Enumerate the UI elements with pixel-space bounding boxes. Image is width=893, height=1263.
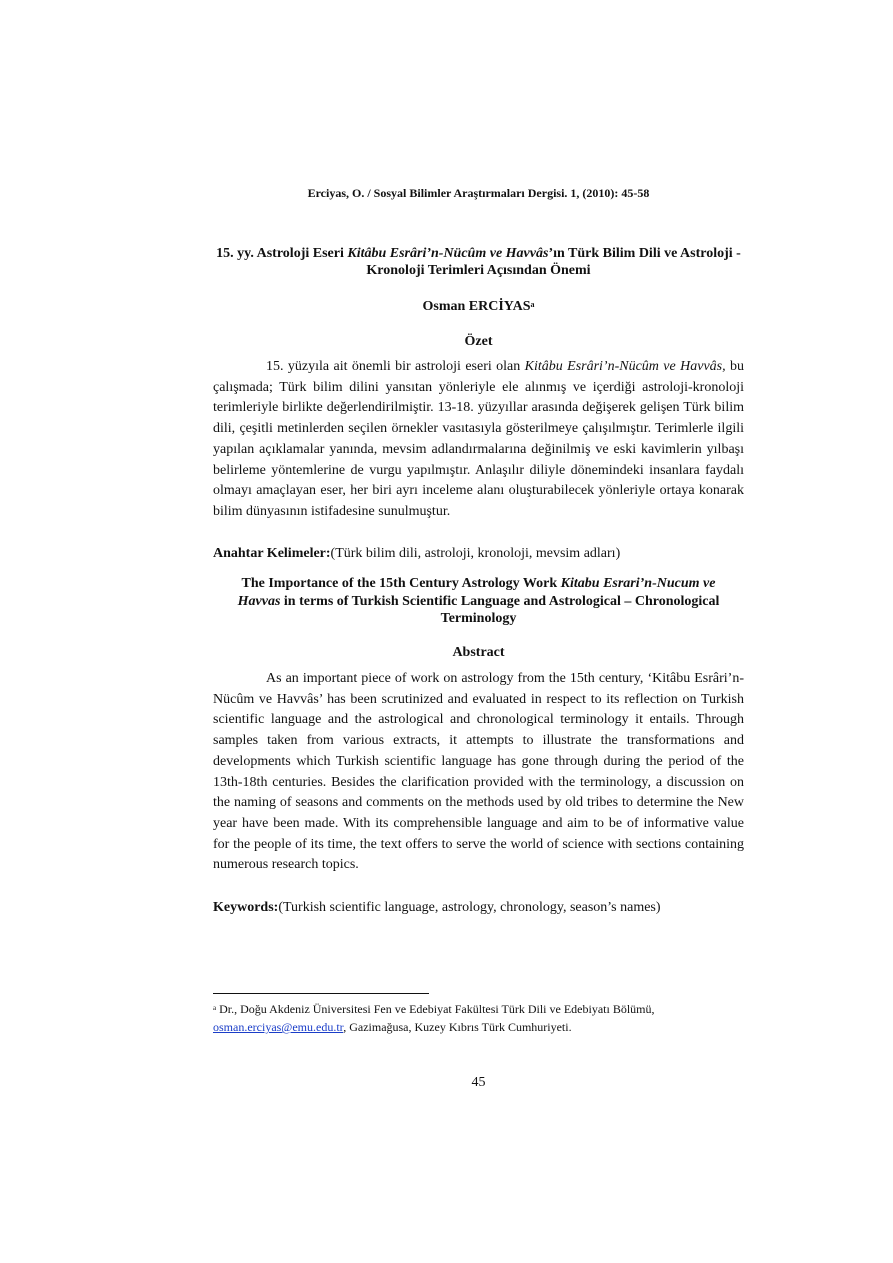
author-name: Osman ERCİYAS xyxy=(422,299,531,314)
anahtar-kelimeler-label: Anahtar Kelimeler: xyxy=(213,546,331,561)
title-tr-part1: 15. yy. Astroloji Eseri xyxy=(216,246,348,261)
title-en-work-name-1: Kitabu Esrari’n-Nucum ve xyxy=(560,576,716,591)
anahtar-kelimeler-value: (Türk bilim dili, astroloji, kronoloji, mevsim adları) xyxy=(330,546,621,561)
title-en-work-name-2: Havvas xyxy=(237,593,281,609)
author-email-link[interactable]: osman.erciyas@emu.edu.tr xyxy=(213,1020,344,1034)
keywords-value: (Turkish scientific language, astrology, chronology, season’s names) xyxy=(278,900,661,915)
keywords-label: Keywords: xyxy=(213,900,279,915)
footnote-mark: a xyxy=(213,1004,217,1012)
footnote-location: , Gazimağusa, Kuzey Kıbrıs Türk Cumhuriyeti. xyxy=(343,1020,572,1034)
footnote-divider xyxy=(213,993,429,994)
paper-title-en xyxy=(213,575,744,628)
footnote-affiliation: Dr., Doğu Akdeniz Üniversitesi Fen ve Edebiyat Fakültesi Türk Dili ve Edebiyatı Bölümü, xyxy=(216,1002,655,1016)
anahtar-kelimeler xyxy=(213,544,744,564)
paper-title-tr xyxy=(213,245,744,279)
title-en-part1: The Importance of the 15th Century Astrology Work xyxy=(241,576,561,591)
author-line xyxy=(213,298,744,315)
abstract-paragraph: As an important piece of work on astrology from the 15th century, ‘Kitâbu Esrâri’n-Nücûm ve Havvâs’ has been scrutinized and evaluated in respect to its reflection on Turkish scientific language and the astrological and chronological terminology it entails. Through samples taken from various extracts, it attempts to illustrate the transformations and developments which Turkish scientific language has gone through during the period of the 13th-18th centuries. Besides the clarification provided with the terminology, a discussion on the naming of seasons and comments on the methods used by old tribes to determine the New year have been made. With its comprehensible language and aim to be of informative value for the people of its time, the text offers to serve the world of science with sections containing numerous research topics. xyxy=(213,671,744,873)
ozet-lead: 15. yüzyıla ait önemli bir astroloji eseri olan xyxy=(266,359,525,374)
ozet-rest: bu çalışmada; Türk bilim dilini yansıtan yönleriyle ele alınmış ve içerdiği astroloji-kronoloji terimleriyle birlikte değerlendirilmiştir. 13-18. yüzyıllar arasında değişerek gelişen Türk bilim dili, çeşitli metinlerden seçilen örnekler vasıtasıyla gösterilmeye çalışılmıştır. Terimlerle ilgili yapılan açıklamalar yanında, mevsim adlandırmalarına değinilmiş ve eski kavimlerin yılbaşı belirleme yöntemlerine de vurgu yapılmıştır. Anlaşılır diliyle dönemindeki insanlara faydalı olmayı amaçlayan eser, her biri ayrı inceleme alanı oluşturabilecek yönleriyle ortaya konarak bilim dünyasının istifadesine sunulmuştur. xyxy=(213,359,744,519)
page-number: 45 xyxy=(471,1075,486,1090)
author-footnote-mark[interactable]: a xyxy=(530,300,535,309)
title-en-part2: in terms of Turkish Scientific Language and Astrological – Chronological Terminology xyxy=(280,593,720,626)
abstract-heading: Abstract xyxy=(452,645,505,660)
ozet-paragraph xyxy=(213,357,744,523)
footnote xyxy=(213,1000,744,1036)
title-tr-part2: ’ın Türk Bilim Dili ve Astroloji - Kronoloji Terimleri Açısından Önemi xyxy=(366,246,741,278)
ozet-heading: Özet xyxy=(464,334,493,349)
title-tr-work-name: Kitâbu Esrâri’n-Nücûm ve Havvâs xyxy=(347,246,549,261)
running-header: Erciyas, O. / Sosyal Bilimler Araştırmaları Dergisi. 1, (2010): 45-58 xyxy=(307,186,650,200)
keywords xyxy=(213,898,744,918)
ozet-work-name: Kitâbu Esrâri’n-Nücûm ve Havvâs, xyxy=(524,359,726,374)
